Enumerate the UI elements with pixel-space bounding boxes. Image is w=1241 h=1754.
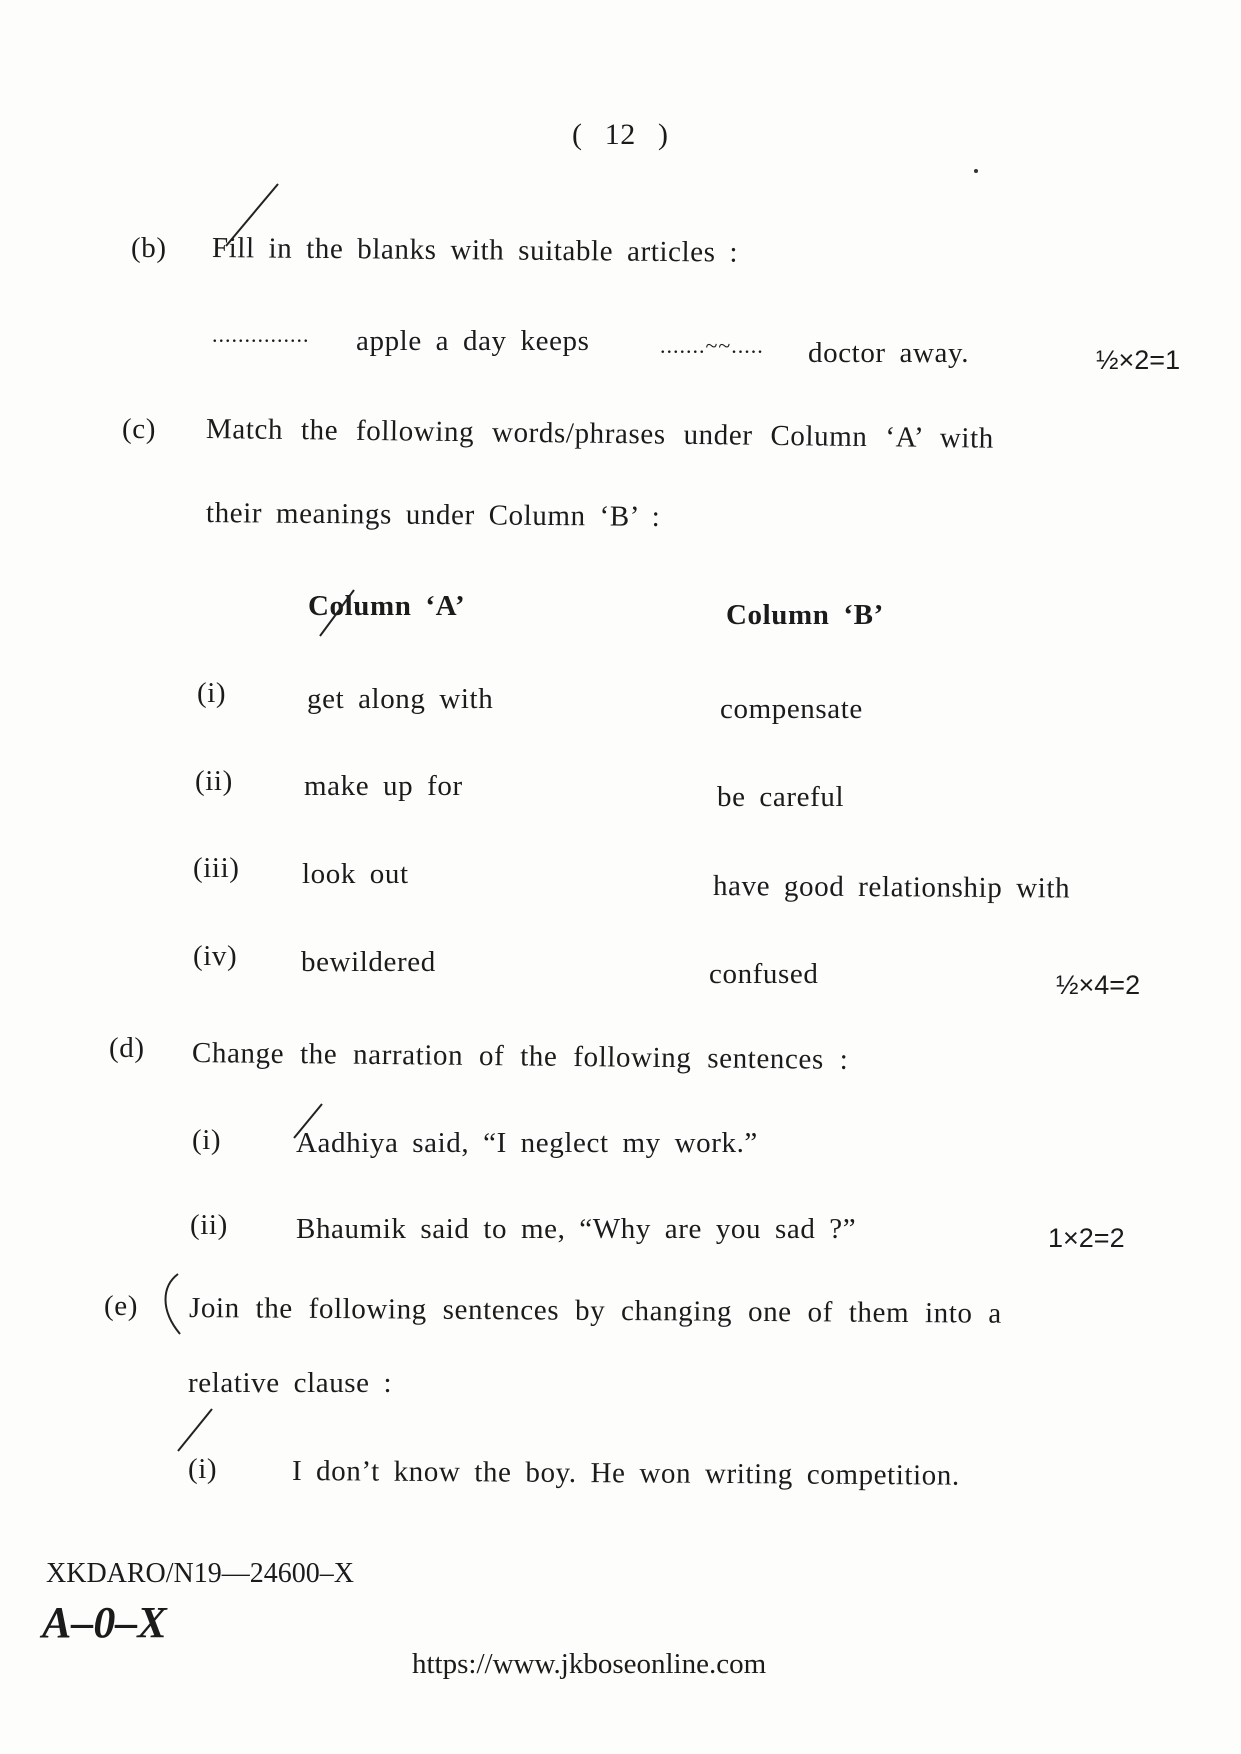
source-url: https://www.jkboseonline.com	[412, 1648, 767, 1680]
match-row-a: get along with	[307, 683, 494, 715]
question-b-marks: ½×2=1	[1096, 345, 1181, 375]
sentence-part-1: apple a day keeps	[356, 325, 590, 357]
tick-mark	[176, 1407, 216, 1455]
match-row-num: (iv)	[193, 940, 238, 972]
blank-2: .......~~.....	[660, 333, 764, 358]
match-row-num: (iii)	[193, 852, 240, 884]
match-row-a: look out	[302, 858, 409, 890]
blank-1: ...............	[212, 322, 310, 347]
match-row-b: confused	[709, 958, 819, 990]
question-d-instruction: Change the narration of the following sentences :	[191, 1037, 849, 1076]
question-c-marks: ½×4=2	[1056, 970, 1141, 1000]
question-e-label: (e)	[104, 1290, 138, 1322]
question-c-instruction-line1: Match the following words/phrases under Column ‘A’ with	[205, 413, 995, 455]
sentence-part-2: doctor away.	[808, 337, 970, 369]
narration-item-num: (ii)	[190, 1209, 228, 1241]
narration-item-text: Bhaumik said to me, “Why are you sad ?”	[296, 1213, 857, 1245]
match-row-b: be careful	[717, 781, 845, 813]
narration-item-num: (i)	[192, 1124, 222, 1156]
question-e-instruction-line1: Join the following sentences by changing one of them into a	[188, 1292, 1002, 1330]
match-row-b: have good relationship with	[712, 870, 1071, 905]
relative-clause-item-num: (i)	[188, 1453, 218, 1485]
match-row-num: (ii)	[195, 765, 233, 797]
match-row-num: (i)	[197, 677, 227, 709]
question-c-instruction-line2: their meanings under Column ‘B’ :	[205, 497, 661, 533]
match-row-b: compensate	[720, 693, 863, 725]
question-b-label: (b)	[131, 232, 167, 264]
pen-dot-mark	[973, 168, 979, 174]
match-row-a: bewildered	[301, 946, 436, 978]
relative-clause-item-text: I don’t know the boy. He won writing competition.	[291, 1455, 960, 1492]
narration-item-text: Aadhiya said, “I neglect my work.”	[296, 1127, 758, 1159]
match-row-a: make up for	[304, 770, 463, 802]
question-c-label: (c)	[122, 413, 156, 445]
paper-code: XKDARO/N19—24600–X	[46, 1558, 354, 1589]
question-d-marks: 1×2=2	[1048, 1223, 1125, 1253]
question-b-instruction: Fill in the blanks with suitable articles :	[211, 232, 739, 269]
paper-set: A–0–X	[42, 1598, 167, 1647]
page-number: ( 12 )	[572, 118, 669, 151]
column-b-header: Column ‘B’	[726, 599, 884, 631]
column-a-header: Column ‘A’	[308, 590, 466, 622]
tick-mark	[318, 588, 358, 640]
tick-mark	[222, 180, 282, 250]
question-d-label: (d)	[109, 1032, 145, 1064]
question-e-instruction-line2: relative clause :	[188, 1367, 393, 1399]
bracket-mark	[158, 1270, 188, 1340]
